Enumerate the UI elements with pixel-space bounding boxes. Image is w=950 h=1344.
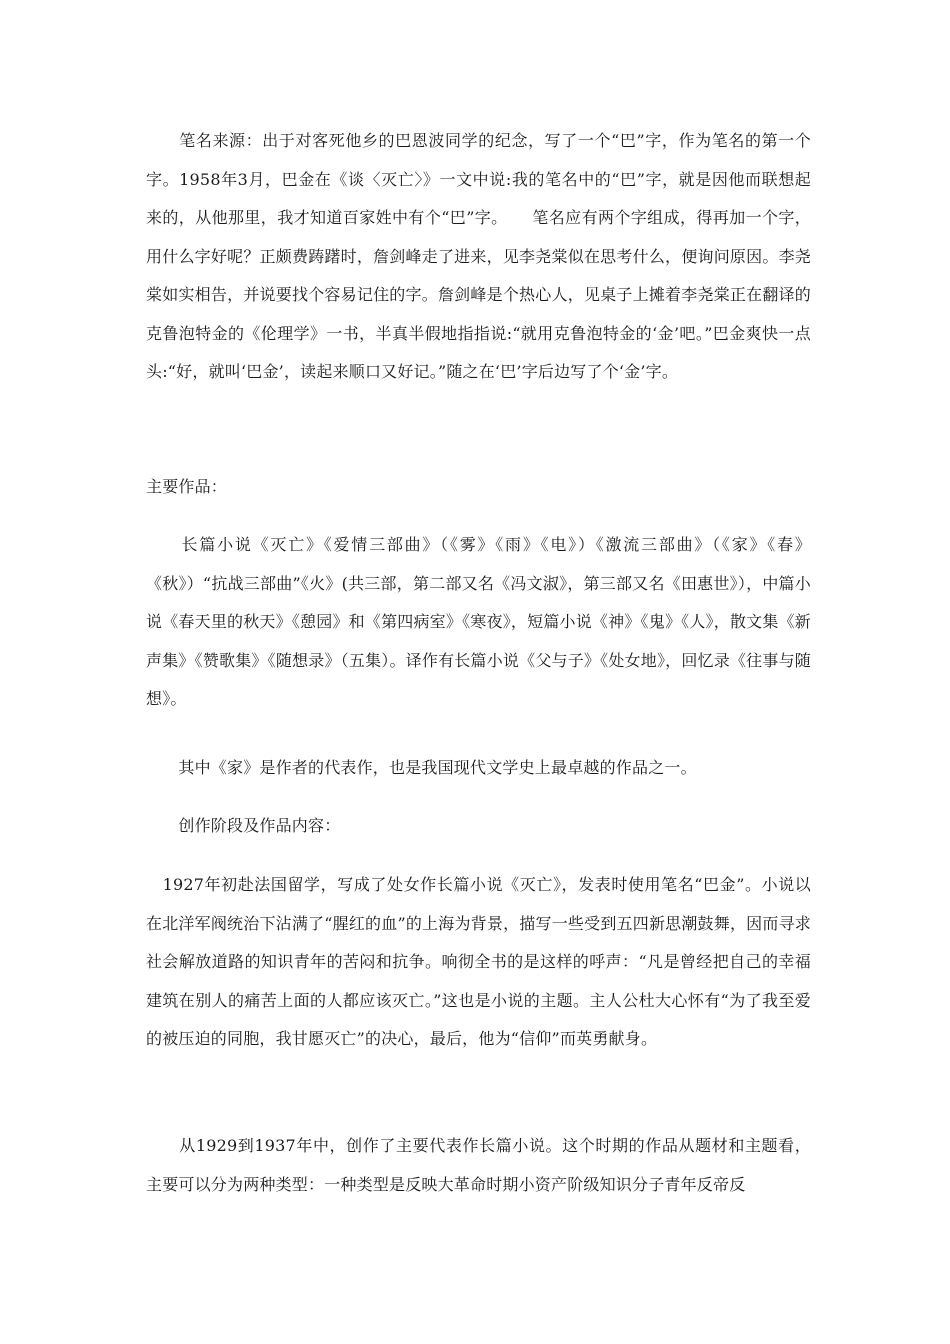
major-works-heading: 主要作品： [146,477,228,496]
pen-name-origin-paragraph: 笔名来源：出于对客死他乡的巴恩波同学的纪念，写了一个“巴”字，作为笔名的第一个字。1958年3月，巴金在《谈〈灭亡〉》一文中说:我的笔名中的“巴”字，就是因他而联想起来的，从他那里，我才知道百家姓中有个“巴”字。 笔名应有两个字组成，得再加一个字，用什么字好呢？正颇费踌躇时，詹剑峰走了进来，见李尧棠似在思考什么，便询问原因。李尧棠如实相告，并说要找个容易记住的字。詹剑峰是个热心人，见桌子上摊着李尧棠正在翻译的克鲁泡特金的《伦理学》一书，半真半假地指指说:“就用克鲁泡特金的‘金’吧。”巴金爽快一点头:“好，就叫‘巴金’，读起来顺口又好记。”随之在‘巴’字后边写了个‘金’字。 [146,131,811,381]
period-1929-1937-paragraph: 从1929到1937年中，创作了主要代表作长篇小说。这个时期的作品从题材和主题看，主要可以分为两种类型：一种类型是反映大革命时期小资产阶级知识分子青年反帝反 [146,1136,811,1194]
major-works-paragraph: 长篇小说《灭亡》《爱情三部曲》（《雾》《雨》《电》）《激流三部曲》（《家》《春》《秋》）“抗战三部曲”《火》(共三部，第二部又名《冯文淑》，第三部又名《田惠世》），中篇小说《春天里的秋天》《憩园》和《第四病室》《寒夜》，短篇小说《神》《鬼》《人》，散文集《新声集》《赞歌集》《随想录》（五集）。译作有长篇小说《父与子》《处女地》，回忆录《往事与随想》。 [146,535,811,708]
creative-stages-heading: 创作阶段及作品内容： [146,816,341,835]
representative-work-paragraph: 其中《家》是作者的代表作，也是我国现代文学史上最卓越的作品之一。 [146,758,697,777]
destruction-novel-paragraph: 1927年初赴法国留学，写成了处女作长篇小说《灭亡》，发表时使用笔名“巴金”。小说以在北洋军阀统治下沾满了“腥红的血”的上海为背景，描写一些受到五四新思潮鼓舞，因而寻求社会解放道路的知识青年的苦闷和抗争。响彻全书的是这样的呼声：“凡是曾经把自己的幸福建筑在别人的痛苦上面的人都应该灭亡。”这也是小说的主题。主人公杜大心怀有“为了我至爱的被压迫的同胞，我甘愿灭亡”的决心，最后，他为“信仰”而英勇献身。 [146,875,811,1048]
